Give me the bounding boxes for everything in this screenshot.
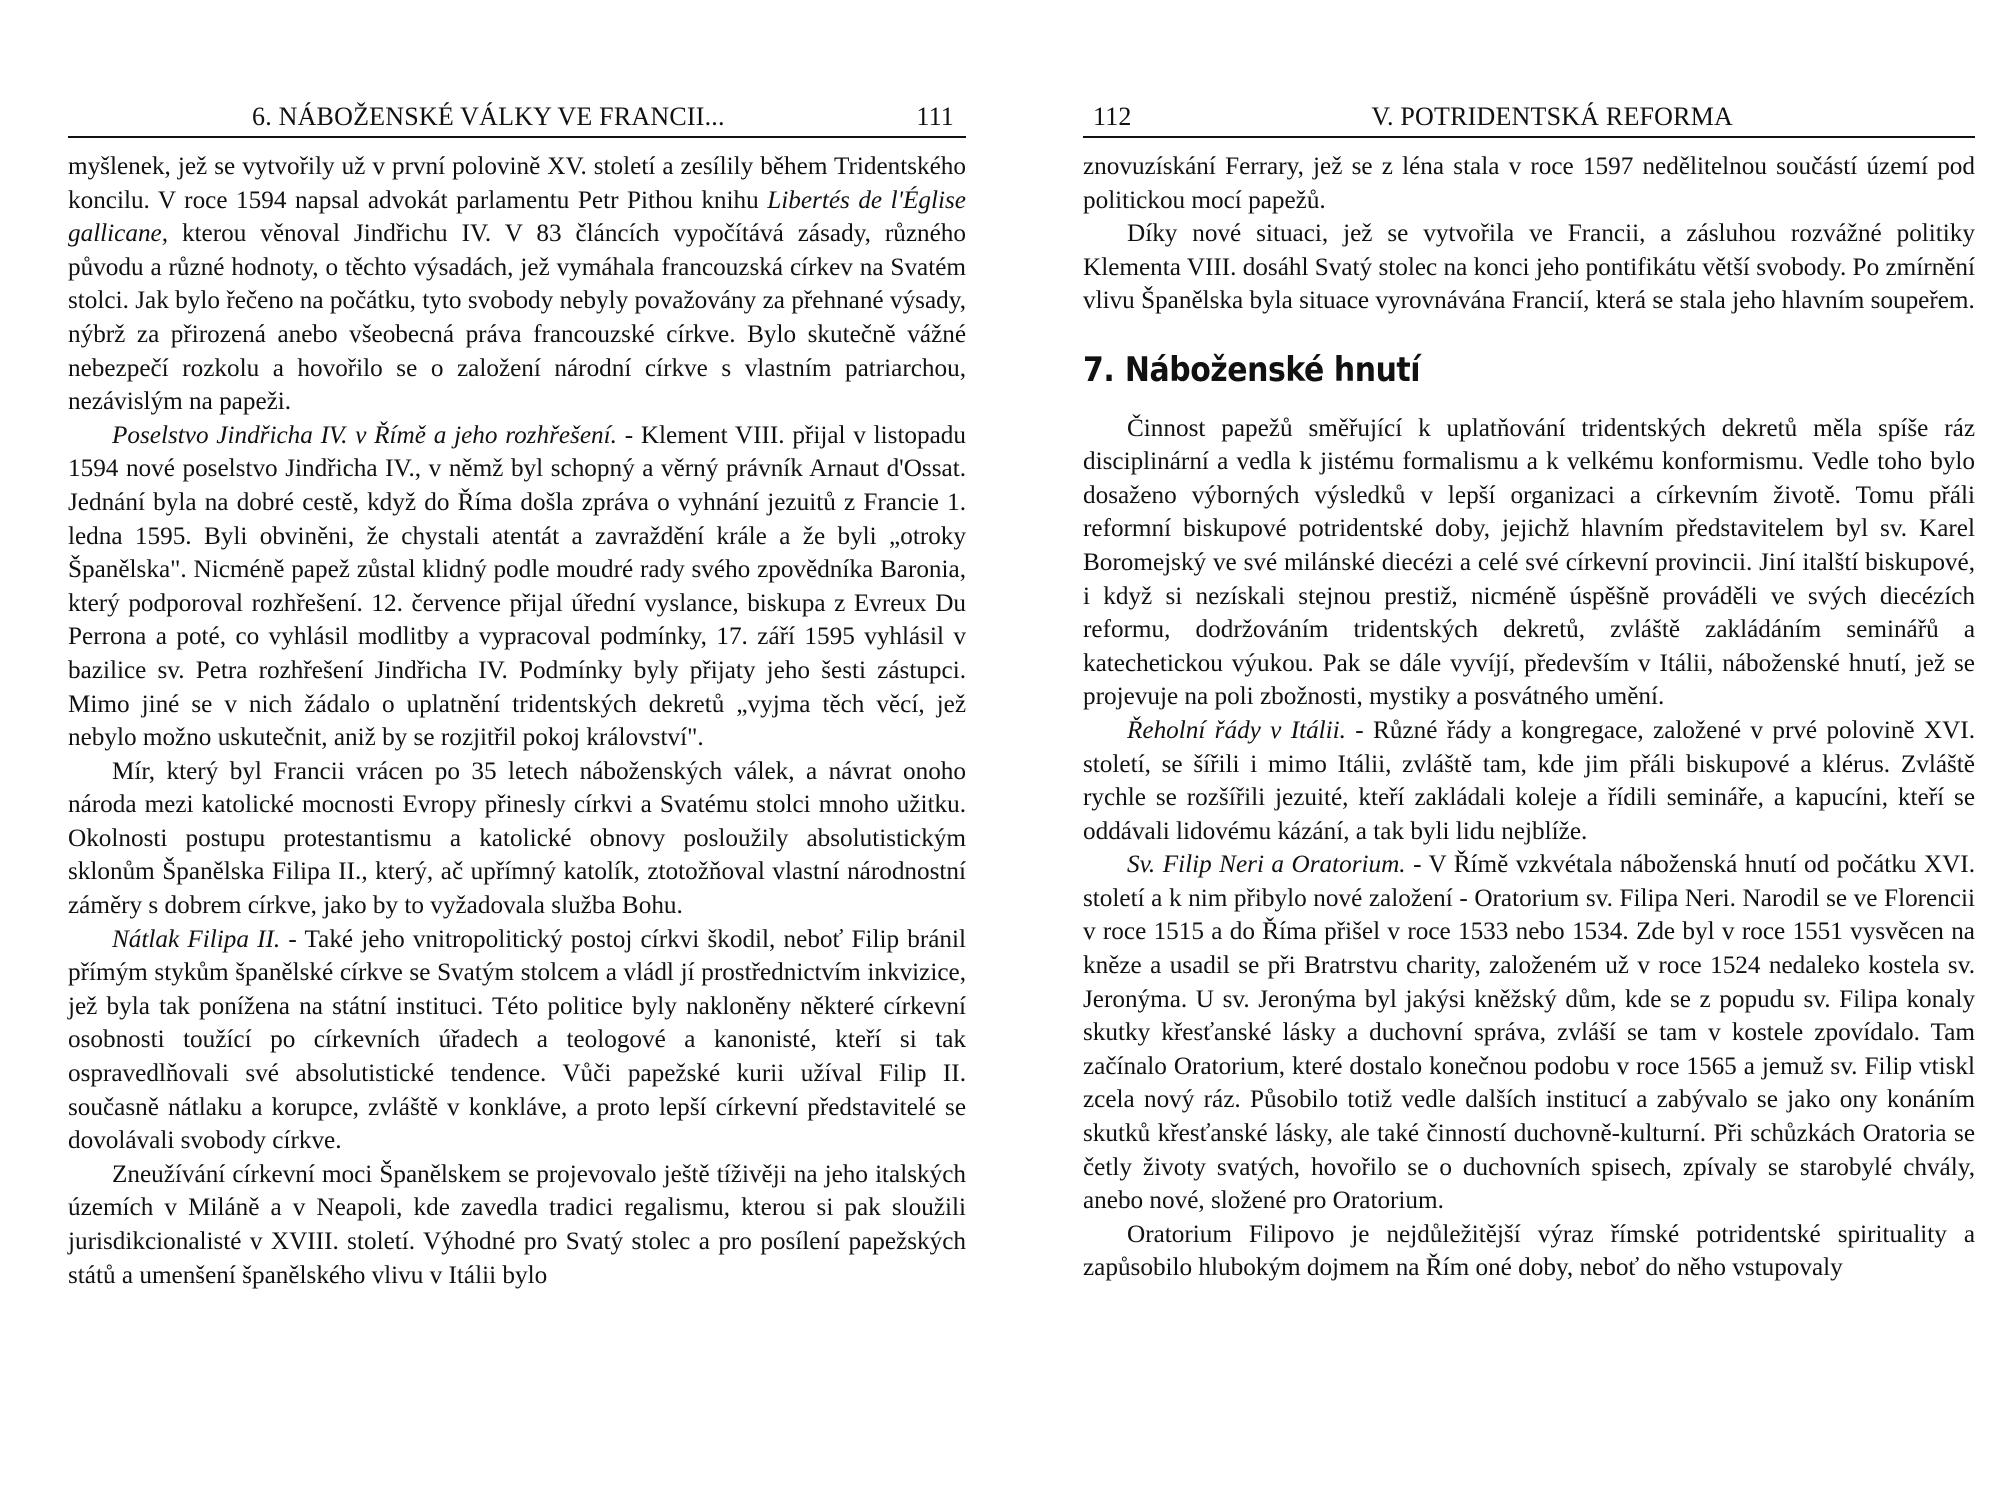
chapter-number: 7. (1083, 349, 1115, 390)
left-page (68, 96, 966, 1292)
paragraph: Díky nové situaci, jež se vytvořila ve Francii, a zásluhou rozvážné politiky Klementa VIII. dosáhl Svatý stolec na konci jeho pontifikátu větší svobody. Po zmírnění vlivu Španělska byla situace vyrovnávána Francií, která se stala jeho hlavním soupeřem. (1083, 220, 1975, 315)
paragraph: Mír, který byl Francii vrácen po 35 letech náboženských válek, a návrat onoho národa mezi katolické mocnosti Evropy přinesly církvi a Svatému stolci mnoho užitku. Okolnosti postupu protestantismu a katolické obnovy posloužily absolutistickým sklonům Španělska Filipa II., který, ač upřímný katolík, ztotožňoval vlastní národnostní záměry s dobrem církve, jako by to vyžadovala služba Bohu. (68, 757, 966, 920)
left-page-body (68, 150, 966, 1292)
running-head-right (1083, 96, 1975, 138)
paragraph: Sv. Filip Neri a Oratorium. - V Římě vzkvétala náboženská hnutí od počátku XVI. století a k nim přibylo nové založení - Oratorium sv. Filipa Neri. Narodil se ve Florencii v roce 1515 a do Říma přišel v roce 1533 nebo 1534. Zde byl v roce 1551 vysvěcen na kněze a usadil se při Bratrstvu charity, založeném už v roce 1524 nedaleko kostela sv. Jeronýma. U sv. Jeronýma byl jakýsi kněžský dům, kde se z popudu sv. Filipa konaly skutky křesťanské lásky a duchovní správa, zvláší se tam v kostele zpovídalo. Tam začínalo Oratorium, které dostalo konečnou podobu v roce 1565 a jemuž sv. Filip vtiskl zcela nový ráz. Působilo totiž vedle dalších institucí a zabývalo se jako ony konáním skutků křesťanské lásky, ale také činností duchovně-kulturní. Při schůzkách Oratoria se četly životy svatých, hovořilo se o duchovních spisech, zpívaly se starobylé chvály, anebo nové, složené pro Oratorium. (1083, 851, 1975, 1215)
right-page (1083, 96, 1975, 1285)
paragraph: Oratorium Filipovo je nejdůležitější výraz římské potridentské spirituality a zapůsobilo hlubokým dojmem na Řím oné doby, neboť do něho vstupovaly (1083, 1220, 1975, 1282)
page-number: 112 (1093, 102, 1132, 131)
paragraph: myšlenek, jež se vytvořily už v první polovině XV. století a zesílily během Tridentského koncilu. V roce 1594 napsal advokát parlamentu Petr Pithou knihu Libertés de l'Église gallicane, kterou věnoval Jindřichu IV. V 83 článcích vypočítává zásady, různého původu a různé hodnoty, o těchto výsadách, jež vymáhala francouzská církev na Svatém stolci. Jak bylo řečeno na počátku, tyto svobody nebyly považovány za přehnané výsady, nýbrž za přirozená anebo všeobecná práva francouzské církve. Bylo skutečně vážné nebezpečí rozkolu a hovořilo se o založení národní církve s vlastním patriarchou, nezávislým na papeži. (68, 153, 966, 416)
paragraph: Řeholní řády v Itálii. - Různé řády a kongregace, založené v prvé polovině XVI. století, se šířili i mimo Itálii, zvláště tam, kde jim přáli biskupové a klérus. Zvláště rychle se rozšířili jezuité, kteří zakládali koleje a řídili semináře, a kapucíni, kteří se oddávali lidovému kázání, a tak byli lidu nejblíže. (1083, 716, 1975, 845)
running-head-left (68, 96, 966, 138)
chapter-title: Náboženské hnutí (1124, 349, 1421, 390)
paragraph: Nátlak Filipa II. - Také jeho vnitropolitický postoj církvi škodil, neboť Filip bránil přímým stykům španělské církve se Svatým stolcem a vládl jí prostřednictvím inkvizice, jež byla tak ponížena na státní instituci. Této politice byly nakloněny některé církevní osobnosti toužící po církevních úřadech a teologové a kanonisté, kteří si tak ospravedlňovali své absolutistické tendence. Vůči papežské kurii užíval Filip II. současně nátlaku a korupce, zvláště v konkláve, a proto lepší církevní představitelé se dovolávali svobody církve. (68, 925, 967, 1155)
right-page-body (1083, 150, 1975, 1285)
paragraph: Poselstvo Jindřicha IV. v Římě a jeho rozhřešení. - Klement VIII. přijal v listopadu 1594 nové poselstvo Jindřicha IV., v němž byl schopný a věrný právník Arnaut d'Ossat. Jednání byla na dobré cestě, když do Říma došla zpráva o vyhnání jezuitů z Francie 1. ledna 1595. Byli obviněni, že chystali atentát a zavraždění krále a že byli „otroky Španělska". Nicméně papež zůstal klidný podle moudré rady svého zpovědníka Baronia, který podporoval rozhřešení. 12. července přijal úřední vyslance, biskupa z Evreux Du Perrona a poté, co vyhlásil modlitby a vypracoval podmínky, 17. září 1595 vyhlásil v bazilice sv. Petra rozhřešení Jindřicha IV. Podmínky byly přijaty jeho šesti zástupci. Mimo jiné se v nich žádalo o uplatnění tridentských dekretů „vyjma těch věcí, jež nebylo možno uskutečnit, aniž by se rozjitřil pokoj království". (68, 421, 966, 752)
page-number: 111 (916, 102, 954, 131)
chapter-running-title: 6. NÁBOŽENSKÉ VÁLKY VE FRANCII... (252, 102, 725, 131)
chapter-heading (1083, 349, 1868, 390)
paragraph: Zneužívání církevní moci Španělskem se projevovalo ještě tíživěji na jeho italských územích v Miláně a v Neapoli, kde zavedla tradici regalismu, kterou si pak sloužili jurisdikcionalisté v XVIII. století. Výhodné pro Svatý stolec a pro posílení papežských států a umenšení španělského vlivu v Itálii bylo (68, 1160, 966, 1289)
paragraph: znovuzískání Ferrary, jež se z léna stala v roce 1597 nedělitelnou součástí území pod politickou mocí papežů. (1083, 153, 1975, 214)
part-running-title: V. POTRIDENTSKÁ REFORMA (1371, 102, 1733, 131)
paragraph: Činnost papežů směřující k uplatňování tridentských dekretů měla spíše ráz disciplinární a vedla k jistému formalismu a k velkému konformismu. Vedle toho bylo dosaženo výborných výsledků v lepší organizaci a církevním životě. Tomu přáli reformní biskupové potridentské doby, jejichž hlavním představitelem byl sv. Karel Boromejský ve své milánské diecézi a celé své církevní provincii. Jiní italští biskupové, i když si nezískali stejnou prestiž, nicméně úspěšně prováděli ve svých diecézích reformu, dodržováním tridentských dekretů, zvláště zakládáním seminářů a katechetickou výukou. Pak se dále vyvíjí, především v Itálii, náboženské hnutí, jež se projevuje na poli zbožnosti, mystiky a posvátného umění. (1083, 414, 1975, 711)
